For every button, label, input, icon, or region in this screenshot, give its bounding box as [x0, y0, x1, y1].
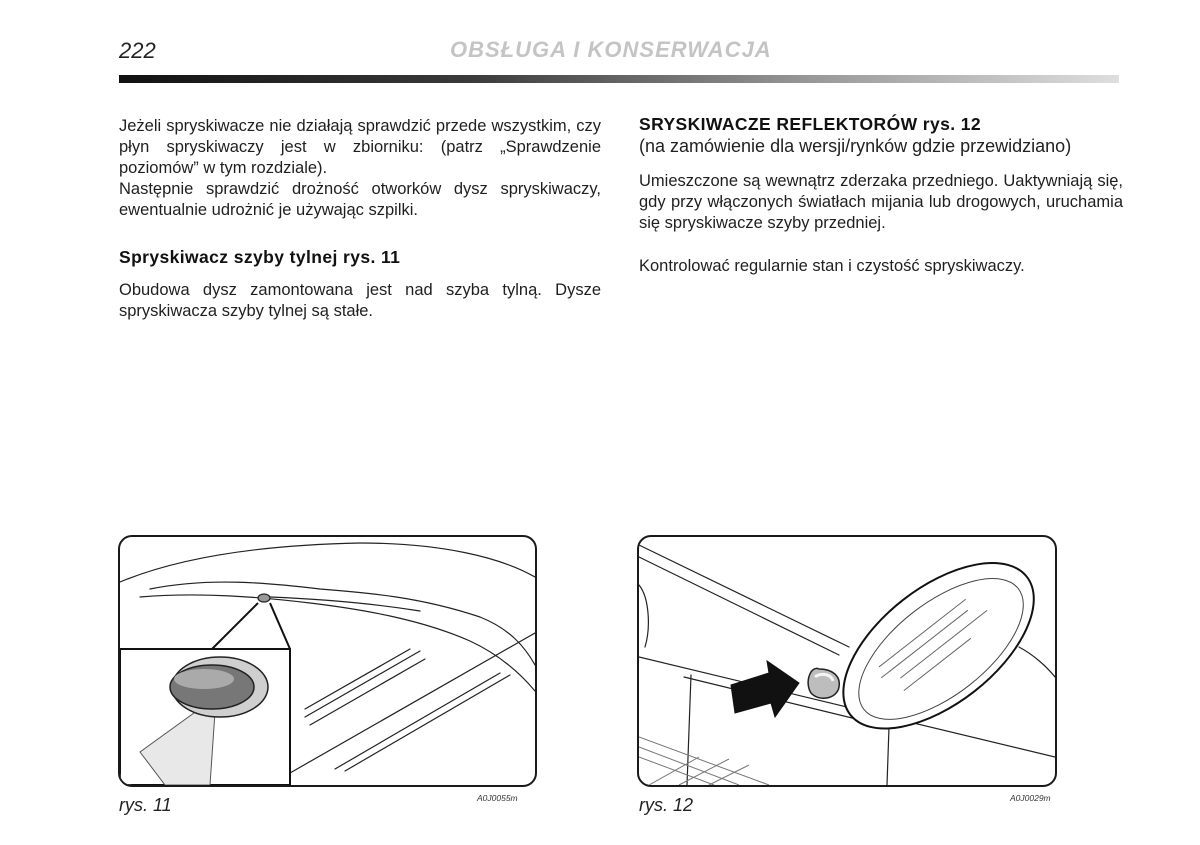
washer-nozzle-small — [258, 594, 270, 602]
rear-washer-illustration — [120, 537, 535, 785]
headlamp-lens — [815, 537, 1055, 760]
figure-11-code: A0J0055m — [477, 793, 518, 803]
section-title: OBSŁUGA I KONSERWACJA — [450, 37, 772, 62]
glass-edge-line — [290, 633, 535, 773]
headlamp-washer-maintenance: Kontrolować regularnie stan i czystość spryskiwaczy. — [639, 257, 1025, 275]
intro-paragraph: Jeżeli spryskiwacze nie działają sprawdzić przede wszystkim, czy płyn spryskiwaczy jest w zbiorniku: (patrz „Sprawdzenie poziomów” w tym rozdziale). — [119, 117, 601, 177]
left-column — [119, 116, 601, 322]
plate-left-edge — [687, 675, 691, 785]
figure-11-caption: rys. 11 — [119, 795, 172, 815]
glass-reflection-5 — [345, 675, 510, 771]
figure-12-caption: rys. 12 — [639, 795, 694, 815]
glass-reflection-4 — [335, 673, 500, 769]
grille-pattern — [639, 737, 769, 785]
glass-reflection-2 — [305, 651, 420, 717]
headlamp-washer-body: Umieszczone są wewnątrz zderzaka przedniego. Uaktywniają się, gdy przy włączonych światłach mijania lub drogowych, uruchamia się spryskiwacze szyby przedniej. — [639, 172, 1123, 232]
figure-rear-washer — [118, 535, 537, 787]
arrow-icon — [731, 661, 799, 717]
headlamp-washer-subheading: (na zamówienie dla wersji/rynków gdzie przewidziano) — [639, 136, 1072, 156]
header-gradient-bar — [119, 75, 1119, 83]
nozzle-highlight — [174, 669, 234, 689]
roof-edge-line — [120, 543, 535, 582]
rear-washer-body: Obudowa dysz zamontowana jest nad szyba tylną. Dysze spryskiwacza szyby tylnej są stałe. — [119, 281, 601, 320]
rear-washer-heading: Spryskiwacz szyby tylnej rys. 11 — [119, 247, 401, 267]
washer-nozzle-cap — [808, 668, 839, 698]
glass-reflection-1 — [305, 649, 410, 709]
bumper-top-line-2 — [639, 557, 839, 655]
intro-paragraph-2: Następnie sprawdzić drożność otworków dysz spryskiwaczy, ewentualnie udrożnić je używając szpilki. — [119, 180, 601, 219]
bumper-top-line-1 — [639, 545, 849, 647]
spoiler-inner-line — [270, 597, 420, 611]
figure-12-code: A0J0029m — [1010, 793, 1051, 803]
zoom-lines — [212, 603, 290, 649]
right-column — [639, 114, 1123, 277]
bumper-corner-line — [1019, 647, 1055, 677]
headlamp-washer-heading: SRYSKIWACZE REFLEKTORÓW rys. 12 — [639, 114, 982, 134]
glass-reflection-3 — [310, 659, 425, 725]
headlamp-washer-illustration — [639, 537, 1055, 785]
page-number: 222 — [119, 38, 156, 63]
figure-headlamp-washer — [637, 535, 1057, 787]
bumper-side-curve — [639, 585, 648, 647]
